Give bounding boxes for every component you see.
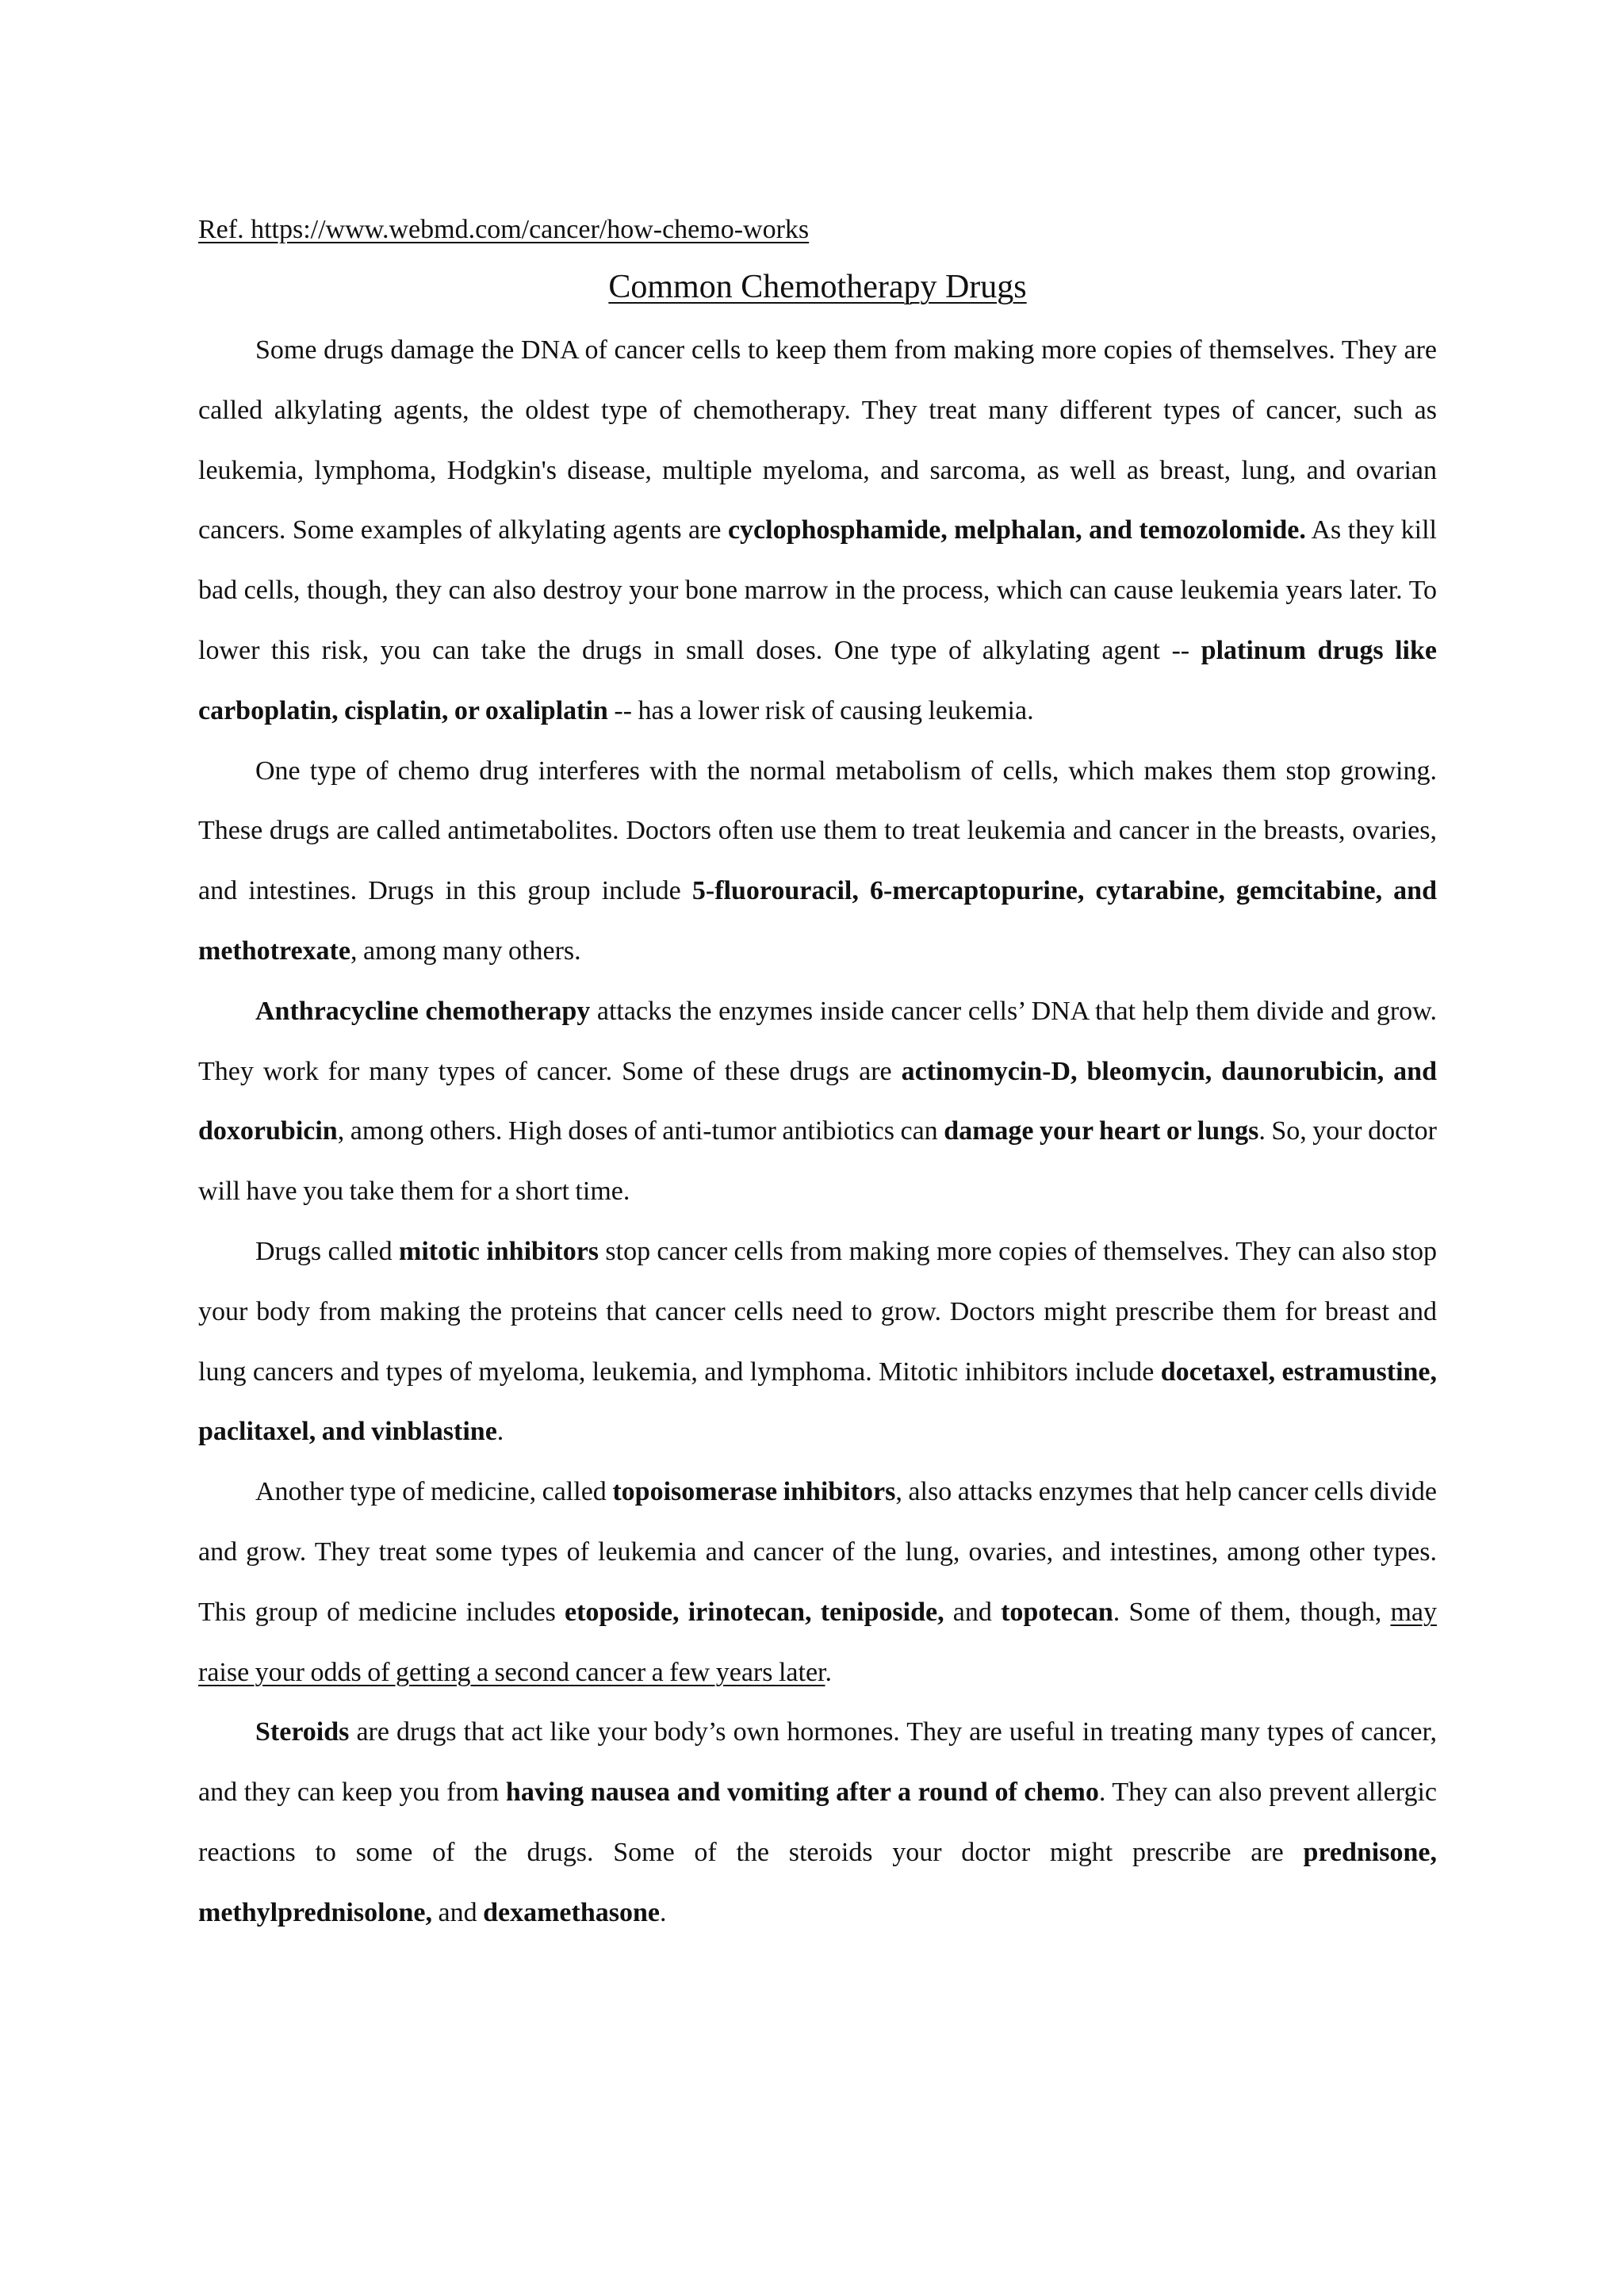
text-run: Some drugs damage the DNA of cancer cells to keep them from making more copies of themselves. They are called alkylating agents, the oldest type of chemotherapy. They treat many different types of cancer, such as leukemia, lymphoma, Hodgkin's disease, multiple myeloma, and sarcoma, as well as breast, lung, and ovarian cancers. Some examples of alkylating agents are [198, 335, 1437, 545]
text-run: As they kill bad cells, though, they can also destroy your bone marrow in the process, which can cause leukemia years later. To lower this risk, you can take the drugs in small doses. One type of alkylating agent -- [198, 515, 1437, 665]
text-run: . [660, 1897, 667, 1927]
paragraph [198, 1462, 1437, 1702]
text-run: . So, your doctor will have you take them for a short time. [198, 1116, 1437, 1207]
bold-text: Steroids [255, 1717, 350, 1747]
bold-text: actinomycin-D, bleomycin, daunorubicin, and doxorubicin [198, 1056, 1437, 1146]
text-run: attacks the enzymes inside cancer cells’ DNA that help them divide and grow. They work for many types of cancer. Some of these drugs are [198, 996, 1437, 1086]
text-run: One type of chemo drug interferes with the normal metabolism of cells, which makes them stop growing. These drugs are called antimetabolites. Doctors often use them to treat leukemia and cancer in the breasts, ovaries, and intestines. Drugs in this group include [198, 756, 1437, 906]
text-run: . [825, 1657, 832, 1687]
bold-text: 5-fluorouracil, 6-mercaptopurine, cytarabine, gemcitabine, and methotrexate [198, 876, 1437, 966]
text-run: , among others. High doses of anti-tumor antibiotics can [337, 1116, 944, 1146]
text-run: , also attacks enzymes that help cancer cells divide and grow. They treat some types of leukemia and cancer of the lung, ovaries, and intestines, among other types. This group of medicine includes [198, 1477, 1437, 1627]
text-run: . Some of them, though, [1113, 1597, 1391, 1627]
text-run: Drugs called [255, 1236, 399, 1266]
text-run: are drugs that act like your body’s own hormones. They are useful in treating many types of cancer, and they can keep you from [198, 1717, 1437, 1808]
bold-text: etoposide, irinotecan, teniposide, [565, 1597, 944, 1627]
paragraph [198, 982, 1437, 1222]
bold-text: topotecan [1001, 1597, 1113, 1627]
bold-text: topoisomerase inhibitors [612, 1477, 896, 1507]
text-run: Another type of medicine, called [255, 1477, 613, 1507]
text-run: . They can also prevent allergic reactions to some of the drugs. Some of the steroids your doctor might prescribe are [198, 1777, 1437, 1867]
bold-text: mitotic inhibitors [399, 1236, 599, 1266]
text-run: and [432, 1897, 484, 1927]
text-run: and [944, 1597, 1002, 1627]
underlined-text: may raise your odds of getting a second cancer a few years later [198, 1597, 1437, 1687]
bold-text: damage your heart or lungs [944, 1116, 1259, 1146]
text-run: , among many others. [350, 936, 581, 966]
document-body [198, 320, 1437, 1943]
bold-text: prednisone, methylprednisolone, [198, 1837, 1437, 1927]
document-page [198, 211, 1437, 1943]
paragraph [198, 1222, 1437, 1462]
bold-text: dexamethasone [483, 1897, 660, 1927]
text-run: . [496, 1417, 504, 1447]
bold-text: having nausea and vomiting after a round of chemo [505, 1777, 1099, 1808]
reference-link[interactable]: Ref. https://www.webmd.com/cancer/how-chemo-works [198, 215, 810, 244]
paragraph [198, 741, 1437, 982]
document-title: Common Chemotherapy Drugs [608, 269, 1027, 305]
bold-text: cyclophosphamide, melphalan, and temozolomide. [727, 515, 1306, 545]
paragraph [198, 320, 1437, 741]
text-run: -- has a lower risk of causing leukemia. [607, 695, 1034, 725]
bold-text: platinum drugs like carboplatin, cisplatin, or oxaliplatin [198, 635, 1437, 725]
paragraph [198, 1702, 1437, 1942]
bold-text: Anthracycline chemotherapy [255, 996, 591, 1026]
bold-text: docetaxel, estramustine, paclitaxel, and vinblastine [198, 1357, 1438, 1447]
text-run: stop cancer cells from making more copies of themselves. They can also stop your body from making the proteins that cancer cells need to grow. Doctors might prescribe them for breast and lung cancers and types of myeloma, leukemia, and lymphoma. Mitotic inhibitors include [198, 1236, 1437, 1387]
